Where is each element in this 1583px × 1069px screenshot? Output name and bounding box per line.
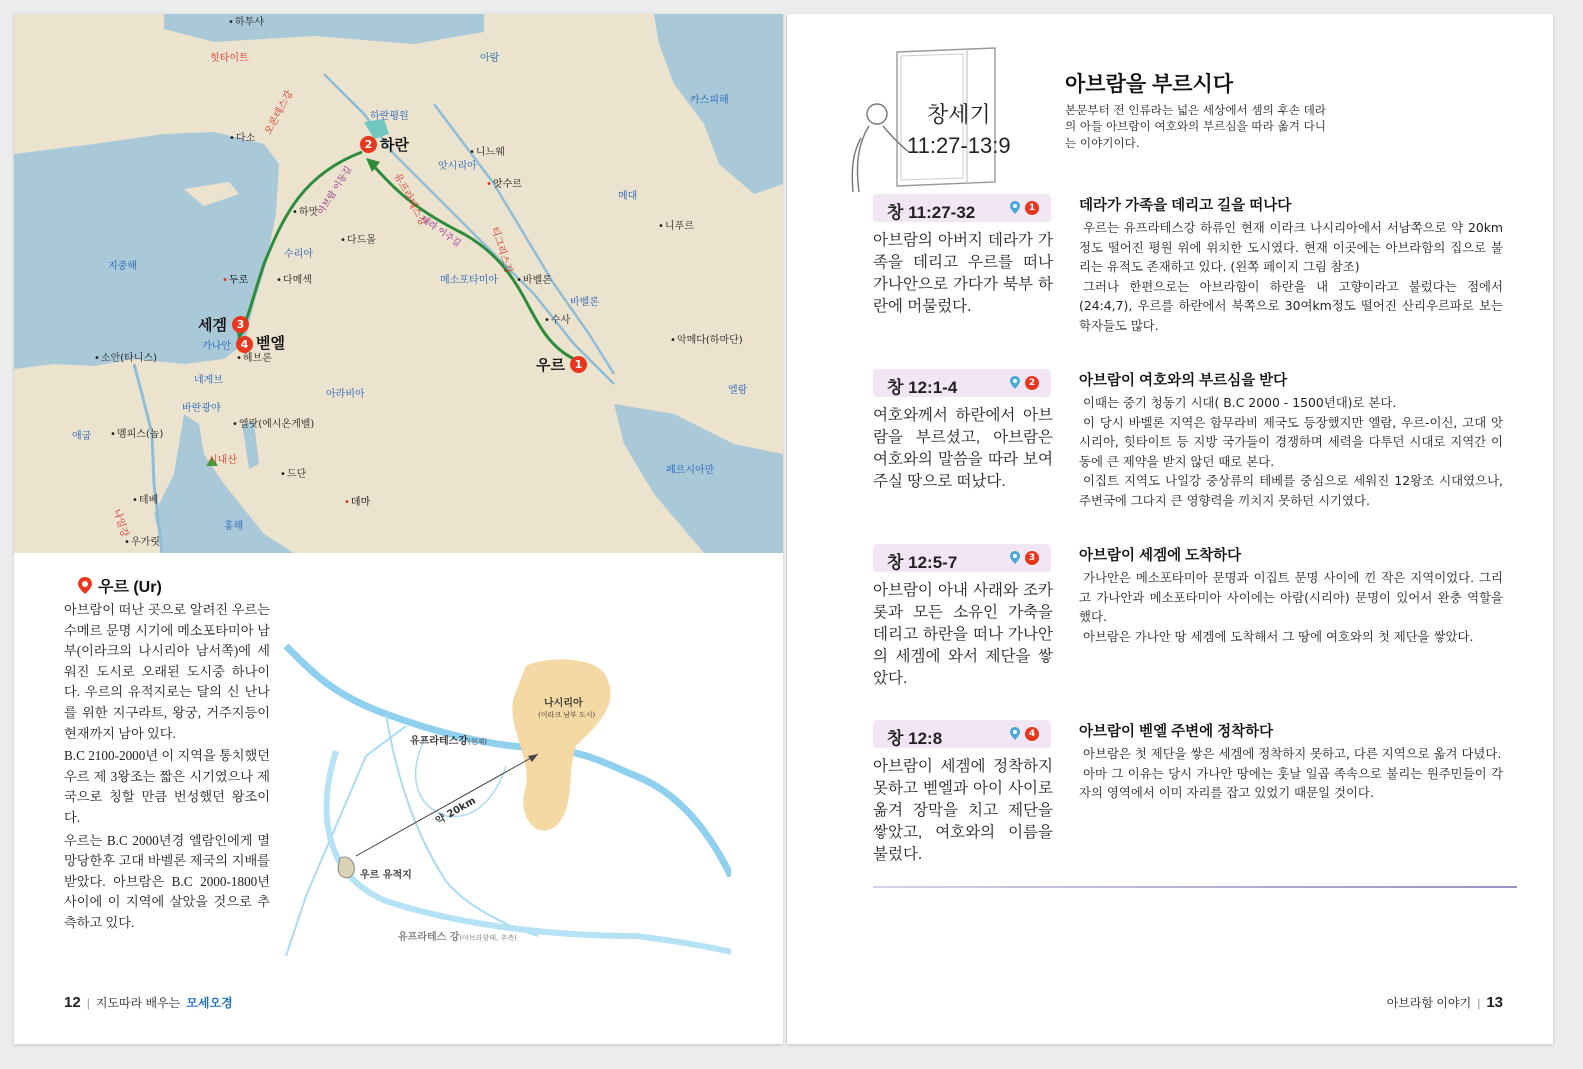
ur-title: 우르 (Ur) (98, 579, 162, 596)
entry-marker-number: 3 (1025, 551, 1039, 565)
entry-marker-number: 2 (1025, 376, 1039, 390)
city-ashur: • 앗수르 (486, 180, 522, 190)
right-page (787, 14, 1553, 1044)
ur-paragraph: B.C 2100-2000년 이 지역을 통치했던 우르 제 3왕조는 짧은 시기였으나 제국으로 칭할 만큼 번성했던 왕조이다. (64, 748, 270, 825)
entry-body (1079, 568, 1503, 646)
map-marker-2: 2 (360, 136, 377, 153)
region-mediterranean: 지중해 (108, 261, 137, 272)
entry-body (1079, 393, 1503, 510)
region-negev: 네게브 (194, 375, 223, 386)
map-marker-icon (1009, 550, 1025, 566)
left-page (14, 14, 783, 1044)
city-tyre: • 두로 (222, 276, 248, 286)
stop-label-ur: 우르 (536, 356, 565, 374)
region-babylonia: 바벨론 (570, 297, 599, 308)
page-number: 13 (1486, 994, 1503, 1011)
entry-pill (873, 369, 1051, 397)
entry-body (1079, 744, 1503, 803)
inset-label-euphrates-old: 유프라테스 강(아브라함때, 추측) (398, 932, 517, 943)
route-label-abram: 아브람 이동길 (316, 164, 355, 217)
inset-label-nasiriyah: 나시리아 (544, 698, 583, 709)
entry-paragraph: 이 당시 바벨론 지역은 함무라비 제국도 등장했지만 엘람, 우르-이신, 고대 앗시리아, 힛타이트 등 지방 국가들이 경쟁하며 세력을 다투던 시대로 지역간 이동에 큰 제약을 받지 않던 때로 본다. (1079, 414, 1503, 469)
region-media: 메대 (618, 191, 638, 202)
region-sinai: 시내산 (208, 455, 237, 466)
story-entry (873, 194, 1523, 364)
ur-paragraph: 아브람이 떠난 곳으로 알려진 우르는 수메르 문명 시기에 메소포타미아 남부(이라크의 나시리아 남서쪽)에 세워진 도시로 오래된 도시중 하나이다. 우르의 유적지로는 달의 신 난나를 위한 지구라트, 왕궁, 거주지등이 현재까지 남아 있다. (64, 602, 270, 741)
entry-reference: 창 12:1-4 (887, 378, 958, 397)
entry-reference: 창 12:8 (887, 729, 943, 748)
inset-label-ur-site: 우르 유적지 (360, 870, 412, 881)
page-number: 12 (64, 994, 81, 1011)
map-marker-1: 1 (570, 356, 587, 373)
entry-marker-number: 1 (1025, 201, 1039, 215)
region-assyria: 앗시리아 (438, 161, 477, 172)
city-tadmor: • 다드몰 (340, 236, 376, 246)
route-label-terah: 데라 이주길 (418, 214, 463, 250)
story-entry (873, 720, 1523, 880)
entry-paragraph: 아브람은 가나안 땅 세겜에 도착해서 그 땅에 여호와의 첫 제단을 쌓았다. (1083, 628, 1474, 644)
city-babylon: • 바벨론 (516, 276, 552, 286)
region-paran: 바란광야 (182, 403, 221, 414)
folio-title: 아브라함 이야기 (1386, 996, 1472, 1010)
city-tarsus: • 다소 (229, 134, 255, 144)
region-mesopotamia: 메소포타미아 (440, 275, 498, 286)
entry-pill (873, 720, 1051, 748)
entry-reference: 창 12:5-7 (887, 553, 958, 572)
river-euphrates: 유프라테스강 (391, 171, 429, 228)
city-nippur: • 수사 (544, 316, 570, 326)
city-memphis: • 멤피스(놉) (110, 430, 163, 440)
ur-heading (78, 574, 162, 597)
folio-divider: | (86, 995, 90, 1010)
entry-paragraph: 가나안은 메소포타미아 문명과 이집트 문명 사이에 낀 작은 지역이었다. 그리고 가나안과 메소포타미아 사이에는 아람(시리아) 문명이 있어서 완충 역할을 했다. (1079, 570, 1503, 624)
entry-paragraph: 그러나 한편으로는 아브라함이 하란을 내 고향이라고 불렀다는 점에서(24:4,7), 우르를 하란에서 북쪽으로 30여km정도 떨어진 산리우르파로 보는 학자들도 많다. (1079, 278, 1503, 333)
city-tebes: • 테베 (132, 496, 158, 506)
city-nineveh: • 니느웨 (469, 148, 505, 158)
story-entry (873, 369, 1523, 539)
stop-label-shechem: 세겜 (198, 316, 227, 334)
city-susa: • 악메다(하마단) (670, 336, 743, 346)
region-persian-gulf: 페르시아만 (666, 465, 715, 476)
entry-marker-number: 4 (1025, 727, 1039, 741)
city-hattusa: • 하투샤 (228, 18, 264, 28)
region-elam: 엘람 (728, 385, 748, 396)
city-hebron: • 헤브론 (236, 354, 272, 364)
inset-label-euphrates-now: 유프라테스강(현재) (410, 736, 487, 747)
entry-pill (873, 544, 1051, 572)
map-marker-icon (1009, 200, 1025, 216)
city-ecbatana: • 니푸르 (658, 222, 694, 232)
region-arabia: 아라비아 (326, 389, 365, 400)
entry-paragraph: 이때는 중기 청동기 시대( B.C 2000 - 1500년대)로 본다. (1083, 395, 1397, 410)
river-orontes: 오론테스강 (263, 88, 296, 137)
entry-summary: 아브람이 세겜에 정착하지 못하고 벧엘과 아이 사이로 옮겨 장막을 치고 제단을 쌓았고, 여호와의 이름을 불렀다. (873, 758, 1053, 863)
folio-divider: | (1477, 995, 1481, 1010)
region-haran-plain: 하란평원 (370, 111, 409, 122)
route-map (14, 14, 783, 553)
region-red-sea: 홍해 (224, 521, 244, 532)
region-aram: 아람 (480, 53, 500, 64)
entry-body (1079, 218, 1503, 335)
entry-paragraph: 우르는 유프라테스강 하류인 현재 이라크 나시리아에서 서남쪽으로 약 20km 정도 떨어진 평원 위에 위치한 도시였다. 현재 이곳에는 아브라함의 집으로 불리는 유적도 존재하고 있다. (왼쪽 페이지 그림 참조) (1079, 220, 1503, 274)
city-damascus: • 다메섹 (276, 276, 312, 286)
river-tigris: 티그리스강 (488, 225, 514, 276)
scripture-reference (907, 98, 1011, 159)
entry-title: 아브람이 벧엘 주변에 정착하다 (1079, 724, 1274, 740)
entry-summary: 아브람의 아버지 데라가 가족을 데리고 우르를 떠나 가나안으로 가다가 북부 하란에 머물렀다. (873, 232, 1053, 315)
reference-range: 11:27-13:9 (907, 133, 1011, 158)
left-folio (64, 994, 233, 1011)
entry-title: 아브람이 세겜에 도착하다 (1079, 548, 1242, 564)
region-egypt: 애굽 (72, 431, 92, 442)
city-dedan: • 드단 (280, 470, 306, 480)
entry-title: 아브람이 여호와의 부르심을 받다 (1079, 373, 1288, 389)
right-folio (1387, 994, 1503, 1011)
region-hittite: 힛타이트 (210, 53, 249, 64)
section-intro: 본문부터 전 인류라는 넓은 세상에서 셈의 후손 데라의 아들 아브람이 여호와의 부르심을 따라 옮겨 다니는 이야기이다. (1065, 103, 1326, 150)
stop-label-haran: 하란 (380, 136, 409, 154)
inset-label-nasiriyah-sub: (이라크 남부 도시) (538, 711, 596, 719)
city-zoan: • 소안(타니스) (94, 354, 157, 364)
map-marker-icon (1009, 375, 1025, 391)
section-divider (873, 886, 1517, 888)
river-nile: 나일강 (110, 507, 130, 539)
ur-paragraph: 우르는 B.C 2000년경 엘람인에게 멸망당한후 고대 바벨론 제국의 지배를 받았다. 아브람은 B.C 2000-1800년 사이에 이 지역에 살았을 것으로 추측하고 있다. (64, 832, 270, 930)
entry-reference: 창 11:27-32 (887, 203, 976, 222)
map-marker-4: 4 (236, 336, 253, 353)
reference-book: 창세기 (926, 102, 991, 127)
city-ugarit: • 우가릿 (124, 538, 160, 548)
story-entry (873, 544, 1523, 714)
section-title: 아브람을 부르시다 (1065, 73, 1234, 96)
stop-label-bethel: 벧엘 (256, 334, 285, 352)
entry-summary: 여호와께서 하란에서 아브람을 부르셨고, 아브람은 여호와의 말씀을 따라 보여주실 땅으로 떠났다. (873, 407, 1053, 490)
folio-series: 모세오경 (186, 996, 233, 1010)
city-hamath: • 하맛 (292, 208, 318, 218)
region-canaan: 가나안 (202, 341, 231, 352)
region-caspian: 카스피해 (690, 95, 729, 106)
city-elath: • 엘랏(에시온게벨) (232, 420, 314, 430)
entry-paragraph: 아브람은 첫 제단을 쌓은 세겜에 정착하지 못하고, 다른 지역으로 옮겨 다녔다. (1083, 746, 1502, 761)
entry-title: 데라가 가족을 데리고 길을 떠나다 (1079, 198, 1292, 214)
region-syria: 수리아 (284, 249, 313, 260)
entry-paragraph: 아마 그 이유는 당시 가나안 땅에는 훗날 일곱 족속으로 불리는 원주민들이 각자의 영역에서 이미 자리를 잡고 있었기 때문일 것이다. (1079, 765, 1503, 800)
city-tema: • 데마 (344, 498, 370, 508)
map-marker-3: 3 (232, 316, 249, 333)
folio-book: 지도따라 배우는 (95, 996, 181, 1010)
inset-graphic (276, 636, 731, 956)
inset-label-distance: 약 20km (434, 795, 478, 827)
map-marker-icon (1009, 726, 1025, 742)
ur-inset-map (276, 636, 731, 956)
location-pin-icon (78, 577, 92, 594)
entry-paragraph: 이집트 지역도 나일강 중상류의 테베를 중심으로 세워진 12왕조 시대였으나, 주변국에 그다지 큰 영향력을 끼치지 못하던 시기였다. (1079, 473, 1503, 508)
entry-pill (873, 194, 1051, 222)
ur-description (64, 600, 270, 936)
entry-summary: 아브람이 아내 사래와 조카 롯과 모든 소유인 가축을 데리고 하란을 떠나 가나안의 세겜에 와서 제단을 쌓았다. (873, 582, 1053, 687)
